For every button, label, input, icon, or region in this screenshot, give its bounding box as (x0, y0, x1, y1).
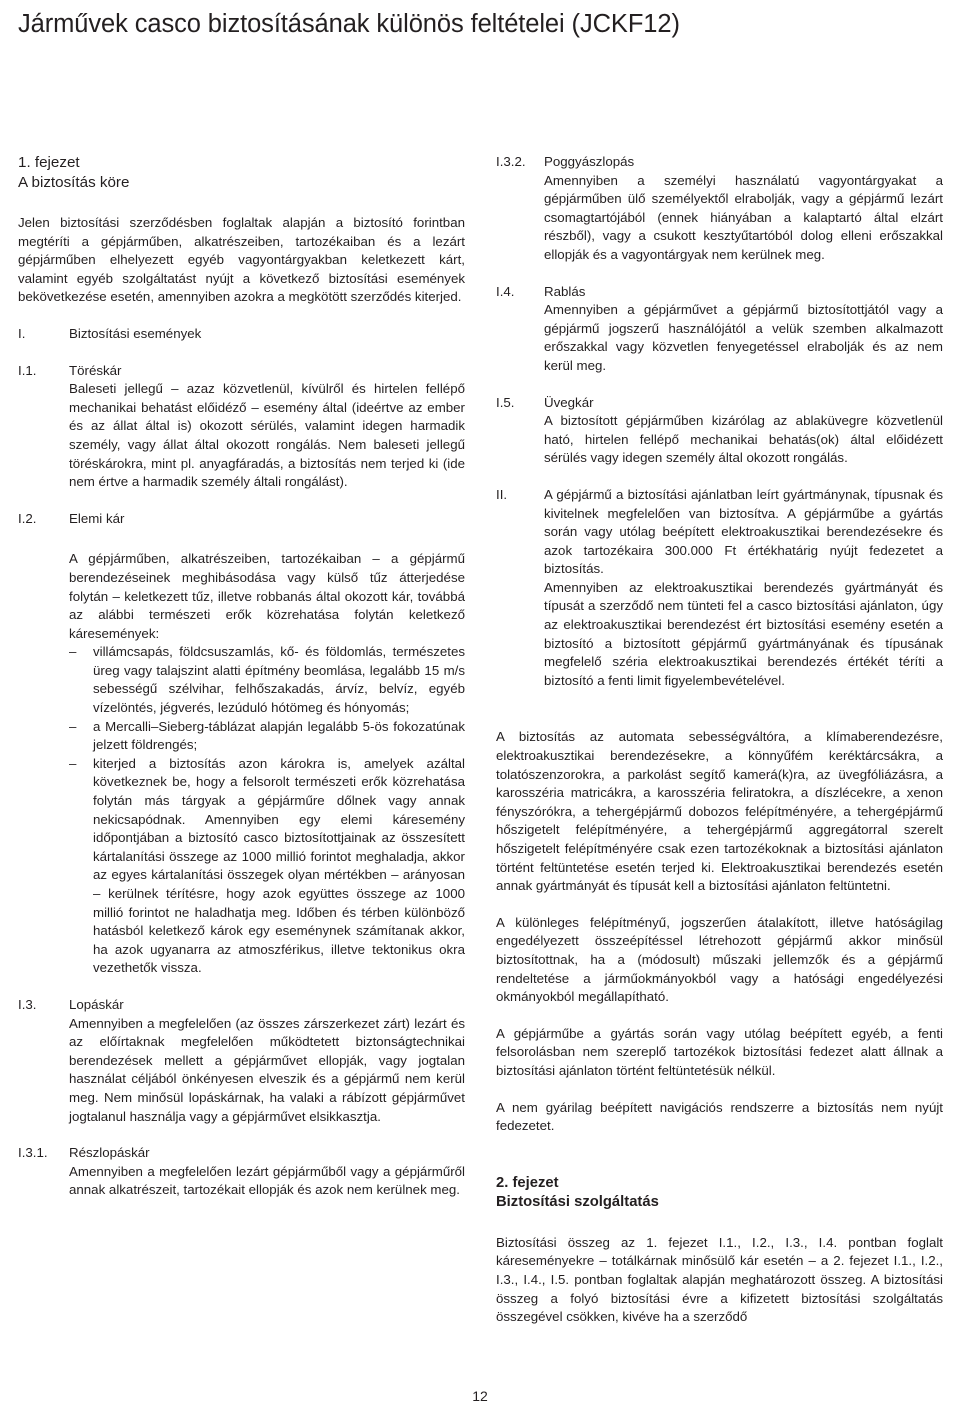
list-item (69, 643, 465, 717)
chapter-number: 1. fejezet (18, 154, 80, 171)
section-number: I.1. (18, 362, 37, 378)
section-number: I.3. (18, 996, 37, 1012)
section-title: Rablás (544, 283, 586, 299)
section-title: Poggyászlopás (544, 154, 635, 169)
section-title: Részlopáskár (69, 1145, 150, 1161)
chapter-title: Biztosítási szolgáltatás (496, 1193, 659, 1210)
section-text: Amennyiben a megfelelően (az összes zárszerkezet zárt) lezárt és az előírtaknak megfelelően működtetett biztonságtechnikai berendezések mellett a gépjárművet ellopják, vagy jogtalan használat céljából önkényesen elveszik és a gépjármű nem kerül meg. Nem minősül lopáskárnak, ha valaki a rábízott gépjárművet jogtalanul használja vagy a gépjárművet elsikkasztja. (69, 1015, 465, 1124)
section-text: Amennyiben az elektroakusztikai berendezés gyártmányát és típusát a szerződő nem tünteti fel a casco biztosítási ajánlaton, úgy az elektroakusztikai berendezést ért biztosítási esemény esetén a biztosító a biztosított gépjármű gyártmányának és típusának megfelelő széria elektroakusztikai berendezés értékét téríti a biztosító a fenti limit figyelembevételével. (544, 579, 943, 688)
paragraph: A nem gyárilag beépített navigációs rendszerre a biztosítás nem nyújt fedezetet. (496, 1099, 943, 1134)
page-title: Járművek casco biztosításának különös feltételei (JCKF12) (18, 10, 680, 38)
right-column (496, 153, 943, 1327)
section-heading (18, 325, 465, 344)
list-item-text: kiterjed a biztosítás azon károkra is, amelyek azáltal következnek be, hogy a felsorolt természeti erők közrehatása folytán más tárgyak a gépjárműre dőlnek vagy annak nekicsapódnak. Amennyiben egy elemi káresemény időpontjában a biztosító casco biztosítottjainak az összesített kártalanítási összege az 1000 millió forintot meghaladja, akkor az egyes kártalanítási összegek olyan mértékben – arányosan – kerülnek térítésre, hogy azok együttes összege az 1000 millió forintot ne haladhatja meg. Időben és térben különböző hatásból keletkező károk egy eseménynek számítanak akkor, ha azok ugyanarra az atmoszférikus, illetve tektonikus okra vezethetők vissza. (93, 755, 465, 976)
section-number: II. (496, 486, 508, 502)
paragraph: Biztosítási összeg az 1. fejezet I.1., I.2., I.3., I.4. pontban foglalt káreseményekre – totálkárnak minősülő kár esetén – a 2. fejezet I.1., I.2., I.3., I.4., I.5. pontban foglaltak alapján meghatározott összeg. A biztosítási összeg a folyó biztosítási évre a kifizetett biztosítási szolgáltatás összegével csökken, kivéve ha a szerződő (496, 1234, 943, 1325)
list-item-text: a Mercalli–Sieberg-táblázat alapján legalább 5-ös fokozatúnak jelzett földrengés; (93, 718, 465, 753)
section-number: I.3.1. (18, 1145, 48, 1161)
section-ii (496, 486, 943, 691)
section-text: Baleseti jellegű – azaz közvetlenül, kívülről és hirtelen fellépő mechanikai behatást előidéző – esemény által (ideértve az ember és az állat által is) okozott sérülés, valamint idegen harmadik személy, vagy állat által okozott rongálás. Nem baleseti jellegű töréskárokra, mint pl. anyagfáradás, a biztosítás nem terjed ki (ide nem értve a harmadik személy általi rongálást). (69, 381, 465, 490)
section-number: I. (18, 325, 26, 341)
section-text: A gépjármű a biztosítási ajánlatban leírt gyártmánynak, típusnak és kivitelnek megfelelően van biztosítva. A gépjárműbe a gyártás során vagy utólag beépített elektroakusztikai berendezésekre és azok tartozékaira 300.000 Ft értékhatárig nyújt fedezetet a biztosítás. (544, 486, 943, 577)
section-title: Elemi kár (69, 510, 125, 526)
paragraph: A biztosítás az automata sebességváltóra, a klímaberendezésre, elektroakusztikai berendezésekre, a könnyűfém keréktárcsákra, a tolatószenzorokra, a parkolást segítő kamerá(k)ra, az üvegfóliázásra, a karosszéria matricákra, a karosszéria feliratokra, a díszlécekre, a xenon fényszórókra, a tehergépjármű dobozos felépítményére, a tehergépjármű hőszigetelt felépítményére, a tehergépjármű aggregátorral szerelt hőszigetelt felépítményére csak ezen tartozékoknak a biztosítási ajánlaton történt feltüntetése esetén terjed ki. Elektroakusztikai berendezés esetén annak gyártmányát és típusát kell a biztosítási ajánlaton feltüntetni. (496, 729, 943, 894)
section-title: Lopáskár (69, 996, 124, 1012)
dash-bullet-icon (69, 718, 93, 755)
section-text: Amennyiben a személyi használatú vagyontárgyakat a gépjárműben ülő személyektől elrabolják, vagy a gépjármű lezárt csomagtartójából (ennek hiányában a kalaptartó által elzárt részből), vagy a csukott kesztyűtartóból dolog elleni erőszakkal ellopják és a vagyontárgyak nem kerülnek meg. (544, 172, 943, 262)
section-number: I.2. (18, 510, 37, 526)
subsection-elemi-kar-body (18, 550, 465, 978)
section-text: Amennyiben a gépjárművet a gépjármű biztosítottjától vagy a gépjármű jogszerű használójától a velük szemben alkalmazott erőszakkal vagy közvetlen fenyegetéssel elrabolják és az nem kerül meg. (544, 302, 943, 373)
dash-bullet-icon (69, 643, 93, 717)
chapter-title: A biztosítás köre (18, 173, 130, 191)
section-text: A biztosított gépjárműben kizárólag az ablaküvegre közvetlenül ható, hirtelen fellépő mechanikai behatás(ok) által előidézett sérülés vagy idegen személy által okozott rongálás. (544, 413, 943, 466)
paragraph: A gépjárműbe a gyártás során vagy utólag beépített egyéb, a fenti felsorolásban nem szereplő tartozékok biztosítási fedezet alatt állnak a biztosítási ajánlaton történt feltüntetésük nélkül. (496, 1025, 943, 1078)
section-text: A gépjárműben, alkatrészeiben, tartozékaiban – a gépjármű berendezéseinek meghibásodása vagy külső tűz átterjedése folytán – keletkezett tűz, illetve robbanás által okozott kár, továbbá az alábbi természeti erők közrehatása folytán keletkező káresemények: (69, 551, 465, 641)
section-number: I.5. (496, 394, 515, 410)
section-text: Amennyiben a megfelelően lezárt gépjárműből vagy a gépjárműről annak alkatrészeit, tartozékait ellopják és azok nem kerülnek meg. (69, 1163, 465, 1198)
page-number: 12 (472, 1388, 488, 1404)
paragraph: A különleges felépítményű, jogszerűen átalakított, illetve hatóságilag engedélyezett összeépítéssel létrehozott gépjármű akkor minősül biztosítottnak, ha a (módosult) műszaki jellemzők és a gépjármű rendeltetése a járműokmányokból vagy a hatósági engedélyezési okmányokból megállapítható. (496, 914, 943, 1005)
list-item-text: villámcsapás, földcsuszamlás, kő- és földomlás, természetes üreg vagy talajszint alatti építmény beomlása, legalább 15 m/s sebességű szélvihar, felhőszakadás, árvíz, belvíz, egyéb vízelöntés, jégverés, lezúduló hótömeg és hónyomás; (93, 644, 465, 716)
left-column (18, 153, 465, 1200)
section-number: I.4. (496, 283, 515, 299)
section-title: Biztosítási események (69, 325, 202, 341)
subsection-elemi-kar (18, 510, 465, 529)
subsection-lopaskar (18, 996, 465, 1126)
section-title: Töréskár (69, 362, 122, 378)
subsection-reszlopaskar (18, 1144, 465, 1200)
list-item (69, 718, 465, 755)
section-number: I.3.2. (496, 154, 526, 169)
chapter-number: 2. fejezet (496, 1174, 559, 1191)
subsection-uvegkar (496, 394, 943, 468)
subsection-toreskar (18, 362, 465, 492)
list-item (69, 755, 465, 978)
dash-bullet-icon (69, 755, 93, 978)
section-title: Üvegkár (544, 394, 594, 410)
intro-paragraph: Jelen biztosítási szerződésben foglaltak alapján a biztosító forintban megtéríti a gépjárműben, alkatrészeiben, tartozékaiban és a lezárt gépjárműben elhelyezett egyéb vagyontárgyakban keletkezett kárt, valamint egyéb szolgáltatást nyújt a következő biztosítási események bekövetkezése esetén, amennyiben azokra a megkötött szerződés kiterjed. (18, 215, 465, 305)
subsection-poggyaszlopas (496, 153, 943, 265)
subsection-rablas (496, 283, 943, 376)
